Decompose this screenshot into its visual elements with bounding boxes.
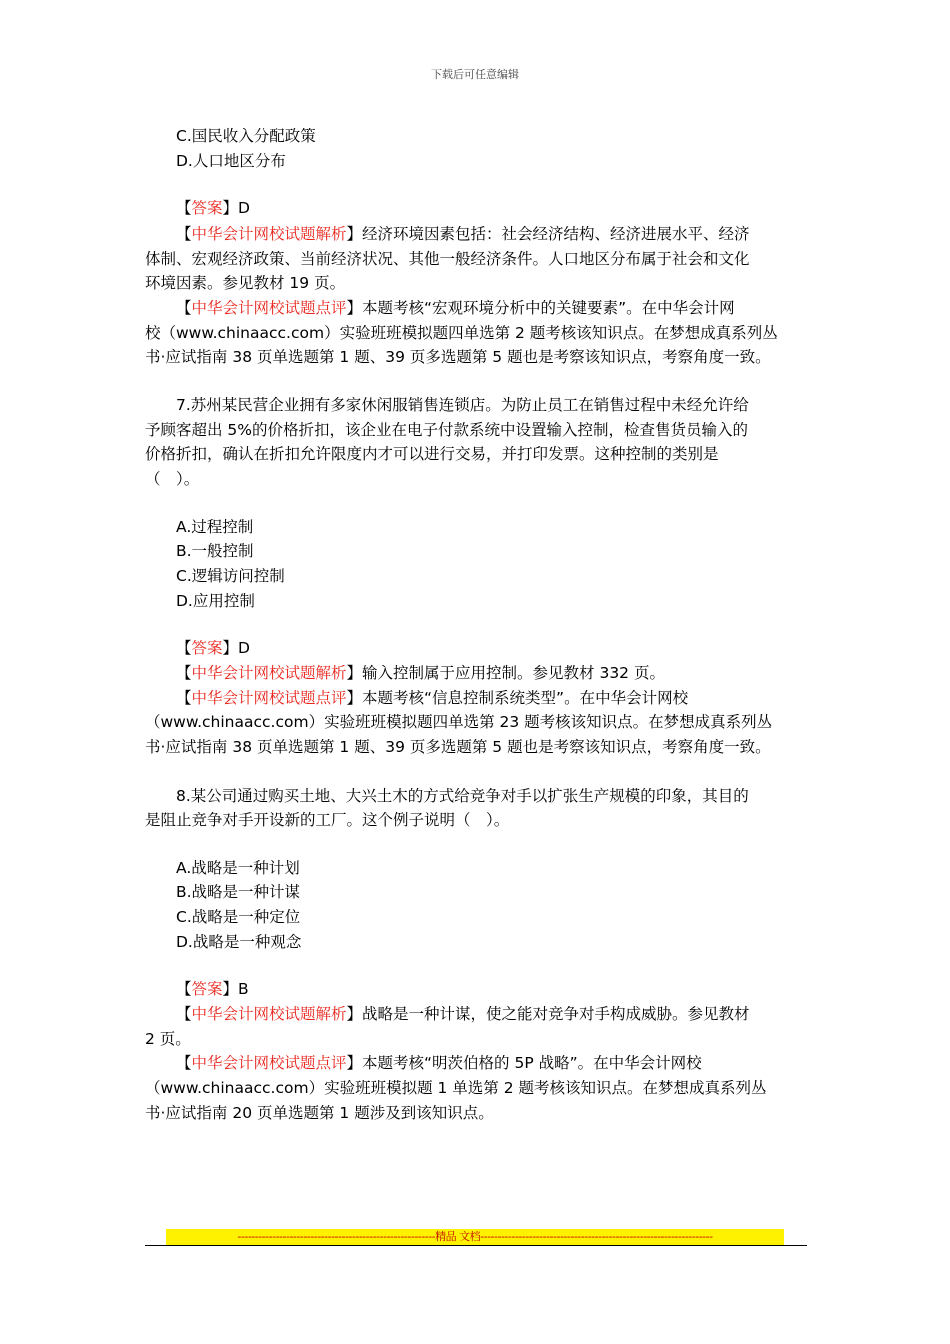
text-line: D.人口地区分布 <box>176 152 286 170</box>
text-line <box>176 1053 702 1073</box>
section-label: 中华会计网校试题点评 <box>191 1054 347 1072</box>
section-label: 中华会计网校试题解析 <box>191 225 347 243</box>
section-label: 中华会计网校试题解析 <box>191 664 347 682</box>
text-line <box>176 224 750 244</box>
section-label: 中华会计网校试题解析 <box>191 1005 347 1023</box>
text-line: 书·应试指南 38 页单选题第 1 题、39 页多选题第 5 题也是考察该知识点，考察角度一致。 <box>145 348 771 366</box>
section-label: 中华会计网校试题点评 <box>191 299 347 317</box>
text-line: 2 页。 <box>145 1030 191 1048</box>
line-text: 】D <box>222 639 250 657</box>
section-label: 中华会计网校试题点评 <box>191 689 347 707</box>
bracket-open: 【 <box>176 1005 192 1023</box>
section-label: 答案 <box>191 199 223 217</box>
text-line: 书·应试指南 38 页单选题第 1 题、39 页多选题第 5 题也是考察该知识点，考察角度一致。 <box>145 738 771 756</box>
text-line: B.战略是一种计谋 <box>176 883 301 901</box>
footer-banner: ---------------------------------------------------------精品 文档------------------------------------------------------------------- <box>166 1229 784 1245</box>
bracket-open: 【 <box>176 639 192 657</box>
text-line: A.过程控制 <box>176 518 254 536</box>
text-line: 环境因素。参见教材 19 页。 <box>145 274 346 292</box>
text-line: A.战略是一种计划 <box>176 859 300 877</box>
section-label: 答案 <box>191 980 223 998</box>
line-text: 】本题考核“明茨伯格的 5P 战略”。在中华会计网校 <box>346 1054 702 1072</box>
bracket-open: 【 <box>176 980 192 998</box>
bracket-open: 【 <box>176 199 192 217</box>
text-line <box>176 1004 750 1024</box>
text-line: 是阻止竞争对手开设新的工厂。这个例子说明（ ）。 <box>145 811 510 829</box>
text-line: 予顾客超出 5%的价格折扣，该企业在电子付款系统中设置输入控制，检查售货员输入的 <box>145 421 749 439</box>
text-line: C.战略是一种定位 <box>176 908 301 926</box>
section-label: 答案 <box>191 639 223 657</box>
text-line <box>176 638 250 658</box>
text-line: B.一般控制 <box>176 542 254 560</box>
text-line <box>176 198 250 218</box>
bracket-open: 【 <box>176 1054 192 1072</box>
text-line: 8.某公司通过购买土地、大兴土木的方式给竞争对手以扩张生产规模的印象，其目的 <box>176 787 749 805</box>
line-text: 】B <box>222 980 249 998</box>
text-line: （ ）。 <box>145 470 200 488</box>
text-line <box>176 979 249 999</box>
text-line: 价格折扣，确认在折扣允许限度内才可以进行交易，并打印发票。这种控制的类别是 <box>145 445 719 463</box>
text-line: C.逻辑访问控制 <box>176 567 285 585</box>
line-text: 】D <box>222 199 250 217</box>
bracket-open: 【 <box>176 689 192 707</box>
bracket-open: 【 <box>176 299 192 317</box>
text-line: 书·应试指南 20 页单选题第 1 题涉及到该知识点。 <box>145 1104 494 1122</box>
text-line: 体制、宏观经济政策、当前经济状况、其他一般经济条件。人口地区分布属于社会和文化 <box>145 250 750 268</box>
text-line: D.战略是一种观念 <box>176 933 302 951</box>
text-line: （www.chinaacc.com）实验班班模拟题四单选第 23 题考核该知识点。在梦想成真系列丛 <box>145 713 773 731</box>
line-text: 】本题考核“信息控制系统类型”。在中华会计网校 <box>346 689 689 707</box>
bracket-open: 【 <box>176 664 192 682</box>
text-line: C.国民收入分配政策 <box>176 127 316 145</box>
line-text: 】经济环境因素包括：社会经济结构、经济进展水平、经济 <box>346 225 750 243</box>
text-line <box>176 688 688 708</box>
text-line: （www.chinaacc.com）实验班班模拟题 1 单选第 2 题考核该知识点。在梦想成真系列丛 <box>145 1079 767 1097</box>
text-line: 7.苏州某民营企业拥有多家休闲服销售连锁店。为防止员工在销售过程中未经允许给 <box>176 396 749 414</box>
bracket-open: 【 <box>176 225 192 243</box>
text-line: 校（www.chinaacc.com）实验班班模拟题四单选第 2 题考核该知识点。在梦想成真系列丛 <box>145 324 778 342</box>
text-line <box>176 663 665 683</box>
text-line <box>176 298 735 318</box>
line-text: 】本题考核“宏观环境分析中的关键要素”。在中华会计网 <box>346 299 735 317</box>
line-text: 】战略是一种计谋，使之能对竞争对手构成威胁。参见教材 <box>346 1005 750 1023</box>
line-text: 】输入控制属于应用控制。参见教材 332 页。 <box>346 664 665 682</box>
footer-divider <box>145 1245 807 1246</box>
page-header: 下载后可任意编辑 <box>431 68 519 81</box>
text-line: D.应用控制 <box>176 592 255 610</box>
